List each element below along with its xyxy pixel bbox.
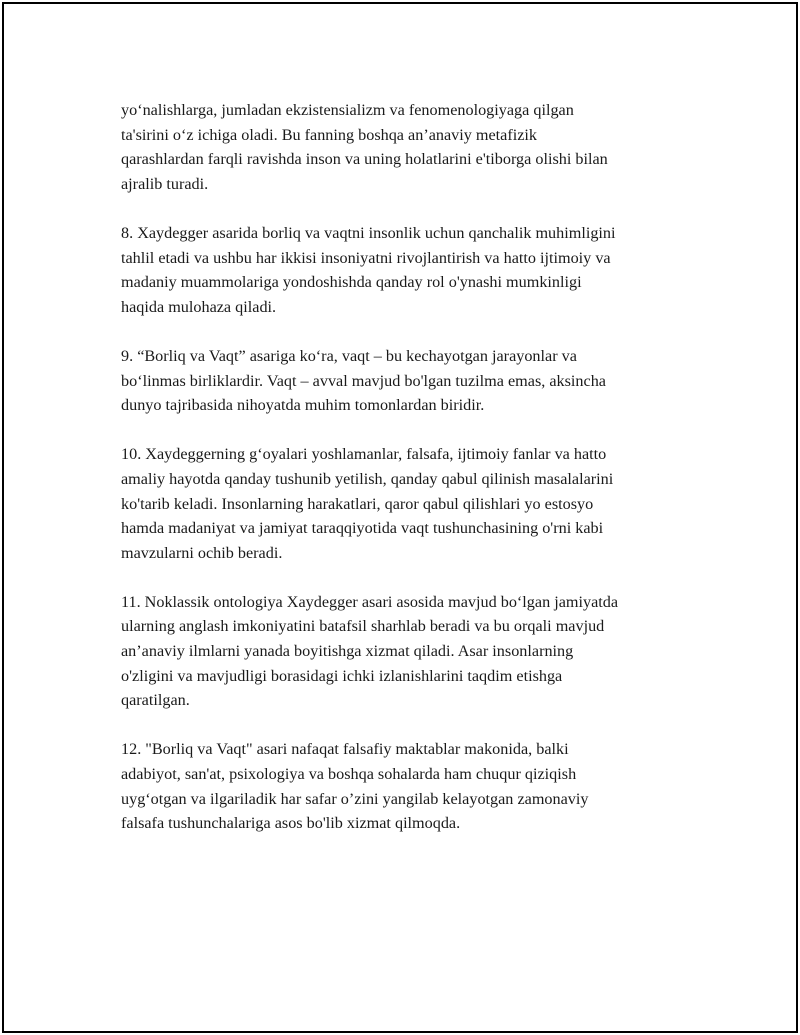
- paragraph-10: 10. Xaydeggerning g‘oyalari yoshlamanlar, falsafa, ijtimoiy fanlar va hatto amaliy hayotda qanday tushunib yetilish, qanday qabul qilinish masalalarini ko'tarib keladi. Insonlarning harakatlari, qaror qabul qilishlari yo estosyo hamda madaniyat va jamiyat taraqqiyotida vaqt tushunchasining o'rni kabi mavzularni ochib beradi.: [121, 445, 614, 562]
- paragraph-8: 8. Xaydegger asarida borliq va vaqtni insonlik uchun qanchalik muhimligini tahlil etadi va ushbu har ikkisi insoniyatni rivojlantirish va hatto ijtimoiy va madaniy muammolariga yondoshishda qanday rol o'ynashi mumkinligi haqida mulohaza qiladi.: [121, 223, 616, 316]
- paragraph-intro-continuation: yo‘nalishlarga, jumladan ekzistensializm va fenomenologiyaga qilgan ta'sirini o‘z ichiga oladi. Bu fanning boshqa an’anaviy metafizik qarashlardan farqli ravishda inson va uning holatlarini e'tiborga olishi bilan ajralib turadi.: [121, 101, 608, 193]
- paragraph-11: 11. Noklassik ontologiya Xaydegger asari asosida mavjud bo‘lgan jamiyatda ularning anglash imkoniyatini batafsil sharhlab beradi va bu orqali mavjud an’anaviy ilmlarni yanada boyitishga xizmat qiladi. Asar insonlarning o'zligini va mavjudligi borasidagi ichki izlanishlarini taqdim etishga qaratilgan.: [121, 592, 619, 710]
- document-body: [121, 98, 721, 860]
- page-frame: [2, 2, 798, 1033]
- paragraph-9: 9. “Borliq va Vaqt” asariga ko‘ra, vaqt – bu kechayotgan jarayonlar va bo‘linmas birliklardir. Vaqt – avval mavjud bo'lgan tuzilma emas, aksincha dunyo tajribasida nihoyatda muhim tomonlardan biridir.: [121, 346, 606, 415]
- paragraph-12: 12. "Borliq va Vaqt" asari nafaqat falsafiy maktablar makonida, balki adabiyot, san'at, psixologiya va boshqa sohalarda ham chuqur qiziqish uyg‘otgan va ilgariladik har safar o’zini yangilab kelayotgan zamonaviy falsafa tushunchalariga asos bo'lib xizmat qilmoqda.: [121, 740, 589, 833]
